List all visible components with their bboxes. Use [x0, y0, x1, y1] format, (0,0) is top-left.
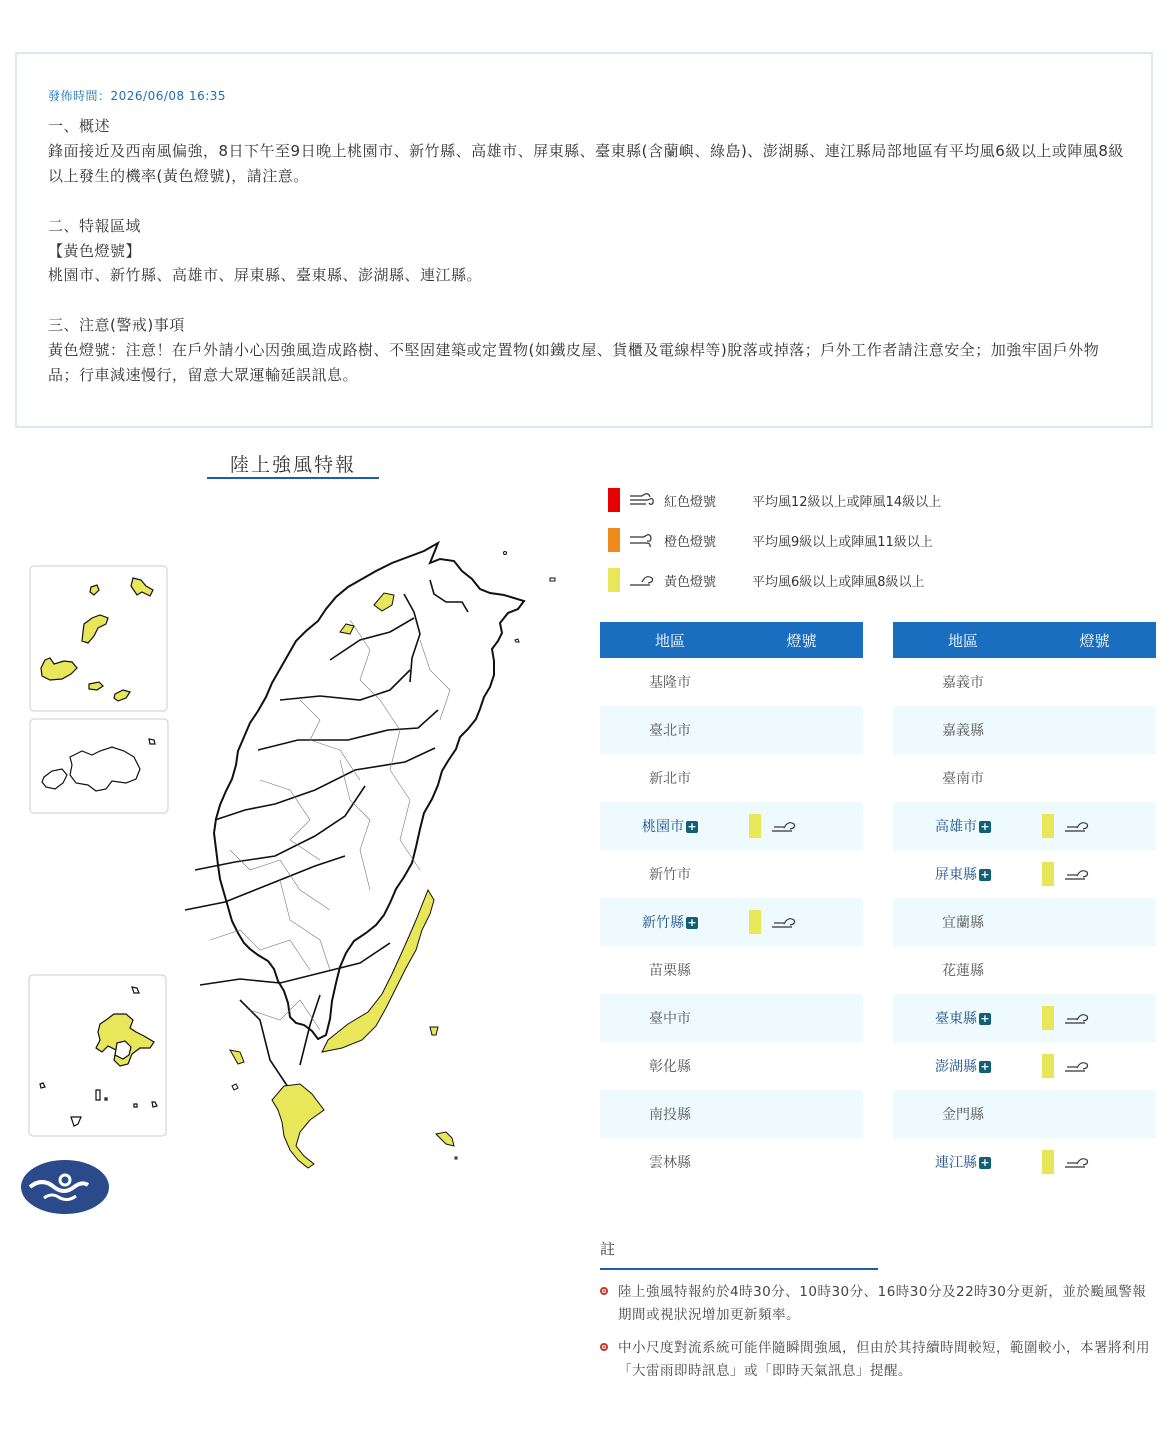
table-row[interactable]	[893, 1138, 1156, 1186]
region-name	[600, 720, 740, 740]
signal-cell	[1033, 994, 1156, 1042]
signal-cell	[1033, 658, 1156, 706]
publish-time: 發佈時間：2026/06/08 16:35	[48, 89, 227, 103]
region-name-text: 宜蘭縣	[942, 915, 984, 931]
light-wind-icon	[1063, 1008, 1089, 1028]
caution-heading: 三、注意(警戒)事項	[48, 316, 185, 334]
table-row[interactable]	[893, 994, 1156, 1042]
medium-wind-icon	[628, 530, 654, 550]
orchid-island	[436, 1132, 454, 1146]
legend-orange-name: 橙色燈號	[664, 534, 717, 550]
region-name	[600, 1104, 740, 1124]
region-name-text[interactable]: 澎湖縣	[935, 1059, 977, 1075]
yellow-signal-bar	[749, 910, 761, 934]
region-name-text: 新北市	[649, 771, 691, 787]
region-name-text: 花蓮縣	[942, 963, 984, 979]
note-item	[600, 1337, 1150, 1383]
region-name-text: 基隆市	[649, 675, 691, 691]
table-header	[600, 622, 863, 658]
region-name-text[interactable]: 屏東縣	[935, 867, 977, 883]
legend-yellow-name: 黃色燈號	[664, 574, 717, 590]
header-area: 地區	[947, 631, 978, 650]
signal-cell	[1033, 1042, 1156, 1090]
region-name-text[interactable]: 連江縣	[935, 1155, 977, 1171]
table-row	[600, 1042, 863, 1090]
region-name	[600, 768, 740, 788]
kaohsiung-coast-area	[230, 1050, 244, 1064]
region-name	[600, 864, 740, 884]
taiwan-main-island	[214, 543, 524, 1039]
table-row[interactable]	[893, 1042, 1156, 1090]
table-row	[600, 850, 863, 898]
signal-cell	[1033, 1090, 1156, 1138]
note-item	[600, 1281, 1150, 1327]
legend-yellow-swatch	[608, 568, 620, 592]
header-signal: 燈號	[786, 631, 817, 650]
legend-orange-desc: 平均風9級以上或陣風11級以上	[752, 534, 933, 550]
expand-plus-icon[interactable]: +	[687, 820, 697, 833]
table-row	[893, 946, 1156, 994]
yellow-signal-bar	[1042, 1054, 1054, 1078]
legend-orange	[608, 528, 933, 552]
table-row	[600, 946, 863, 994]
region-name-text[interactable]: 高雄市	[935, 819, 977, 835]
table-row[interactable]	[893, 802, 1156, 850]
area-level: 【黃色燈號】	[48, 242, 142, 260]
region-name-text: 新竹市	[649, 867, 691, 883]
region-name-text: 臺北市	[649, 723, 691, 739]
region-name	[893, 912, 1033, 932]
region-name[interactable]	[600, 912, 740, 932]
region-name-text: 南投縣	[649, 1107, 691, 1123]
region-name-text[interactable]: 桃園市	[642, 819, 684, 835]
expand-plus-icon[interactable]: +	[980, 1156, 990, 1169]
expand-plus-icon[interactable]: +	[980, 1060, 990, 1073]
signal-cell	[1033, 706, 1156, 754]
table-header	[893, 622, 1156, 658]
table-row[interactable]	[893, 850, 1156, 898]
overview-text: 鋒面接近及西南風偏強，8日下午至9日晚上桃園市、新竹縣、高雄市、屏東縣、臺東縣(含蘭嶼、綠島)、澎湖縣、連江縣局部地區有平均風6級以上或陣風8級以上發生的機率(黃色燈號)，請注意。	[48, 142, 1124, 185]
region-name-text: 嘉義市	[942, 675, 984, 691]
pingtung-area	[272, 1084, 324, 1168]
region-name-text: 嘉義縣	[942, 723, 984, 739]
signal-cell	[1033, 754, 1156, 802]
map-title: 陸上強風特報	[229, 454, 356, 476]
light-wind-icon	[770, 912, 796, 932]
region-name	[893, 768, 1033, 788]
region-name-text: 雲林縣	[649, 1155, 691, 1171]
region-name[interactable]	[893, 1056, 1033, 1076]
region-name-text: 彰化縣	[649, 1059, 691, 1075]
region-name	[893, 1104, 1033, 1124]
table-row	[893, 658, 1156, 706]
region-name[interactable]	[893, 816, 1033, 836]
table-row	[893, 1090, 1156, 1138]
table-row	[600, 754, 863, 802]
region-name-text: 臺中市	[649, 1011, 691, 1027]
table-row	[893, 898, 1156, 946]
legend-red	[608, 488, 941, 512]
header-signal: 燈號	[1079, 631, 1110, 650]
legend-yellow	[608, 568, 925, 592]
expand-plus-icon[interactable]: +	[687, 916, 697, 929]
header-area: 地區	[654, 631, 685, 650]
signal-cell	[740, 754, 863, 802]
region-name-text: 苗栗縣	[649, 963, 691, 979]
note-text: 中小尺度對流系統可能伴隨瞬間強風，但由於其持續時間較短，範圍較小，本署將利用「大雷雨即時訊息」或「即時天氣訊息」提醒。	[618, 1340, 1150, 1379]
signal-cell	[740, 898, 863, 946]
region-name	[600, 672, 740, 692]
signal-cell	[740, 706, 863, 754]
region-name-text[interactable]: 新竹縣	[642, 915, 684, 931]
yellow-signal-bar	[1042, 1006, 1054, 1030]
bullet-icon	[600, 1287, 608, 1295]
bullet-icon	[600, 1343, 608, 1351]
overview-heading: 一、概述	[48, 117, 111, 135]
light-wind-icon	[628, 570, 654, 590]
yellow-signal-bar	[749, 814, 761, 838]
taiwan-warning-map	[0, 480, 580, 1240]
signal-cell	[740, 850, 863, 898]
signal-cell	[740, 1042, 863, 1090]
region-name	[600, 1008, 740, 1028]
region-name	[600, 960, 740, 980]
region-table-right	[893, 622, 1156, 1186]
signal-cell	[1033, 946, 1156, 994]
region-name	[893, 720, 1033, 740]
signal-cell	[740, 802, 863, 850]
region-name-text[interactable]: 臺東縣	[935, 1011, 977, 1027]
legend-red-swatch	[608, 488, 620, 512]
area-heading: 二、特報區域	[48, 217, 142, 235]
signal-cell	[740, 1090, 863, 1138]
light-wind-icon	[1063, 816, 1089, 836]
light-wind-icon	[770, 816, 796, 836]
region-name	[600, 1152, 740, 1172]
yellow-signal-bar	[1042, 814, 1054, 838]
region-name[interactable]	[893, 864, 1033, 884]
notes-underline	[600, 1268, 878, 1270]
table-row	[600, 1090, 863, 1138]
light-wind-icon	[1063, 1056, 1089, 1076]
table-row	[600, 706, 863, 754]
light-wind-icon	[1063, 1152, 1089, 1172]
legend-red-desc: 平均風12級以上或陣風14級以上	[752, 494, 942, 510]
table-row	[600, 994, 863, 1042]
yellow-signal-bar	[1042, 1150, 1054, 1174]
signal-cell	[1033, 898, 1156, 946]
signal-cell	[1033, 802, 1156, 850]
legend-yellow-desc: 平均風6級以上或陣風8級以上	[752, 574, 925, 590]
expand-plus-icon[interactable]: +	[980, 820, 990, 833]
cwa-logo	[21, 1160, 109, 1214]
signal-cell	[740, 1138, 863, 1186]
expand-plus-icon[interactable]: +	[980, 868, 990, 881]
region-name-text: 金門縣	[942, 1107, 984, 1123]
table-row	[600, 1138, 863, 1186]
legend-orange-swatch	[608, 528, 620, 552]
area-list: 桃園市、新竹縣、高雄市、屏東縣、臺東縣、澎湖縣、連江縣。	[48, 266, 483, 284]
signal-cell	[740, 658, 863, 706]
signal-cell	[740, 946, 863, 994]
table-row[interactable]	[600, 898, 863, 946]
matsu-inset	[29, 975, 166, 1136]
region-name	[893, 672, 1033, 692]
caution-text: 黃色燈號：注意！在戶外請小心因強風造成路樹、不堅固建築或定置物(如鐵皮屋、貨櫃及電線桿等)脫落或掉落；戶外工作者請注意安全；加強牢固戶外物品；行車減速慢行，留意大眾運輸延誤訊息。	[48, 341, 1100, 384]
note-text: 陸上強風特報約於4時30分、10時30分、16時30分及22時30分更新，並於颱風警報期間或視狀況增加更新頻率。	[618, 1284, 1147, 1323]
table-row	[893, 706, 1156, 754]
table-row[interactable]	[600, 802, 863, 850]
signal-cell	[1033, 1138, 1156, 1186]
region-name-text: 臺南市	[942, 771, 984, 787]
expand-plus-icon[interactable]: +	[980, 1012, 990, 1025]
table-row	[600, 658, 863, 706]
map-title-underline	[207, 477, 379, 479]
region-name	[893, 960, 1033, 980]
warning-info-box	[15, 52, 1153, 428]
signal-cell	[740, 994, 863, 1042]
region-name[interactable]	[893, 1152, 1033, 1172]
table-row	[893, 754, 1156, 802]
green-island	[430, 1027, 438, 1035]
region-name[interactable]	[893, 1008, 1033, 1028]
region-name[interactable]	[600, 816, 740, 836]
strong-wind-icon	[628, 490, 654, 510]
region-table-left	[600, 622, 863, 1186]
notes-title: 註	[600, 1240, 616, 1258]
signal-cell	[1033, 850, 1156, 898]
region-name	[600, 1056, 740, 1076]
yellow-signal-bar	[1042, 862, 1054, 886]
light-wind-icon	[1063, 864, 1089, 884]
legend-red-name: 紅色燈號	[664, 494, 717, 510]
